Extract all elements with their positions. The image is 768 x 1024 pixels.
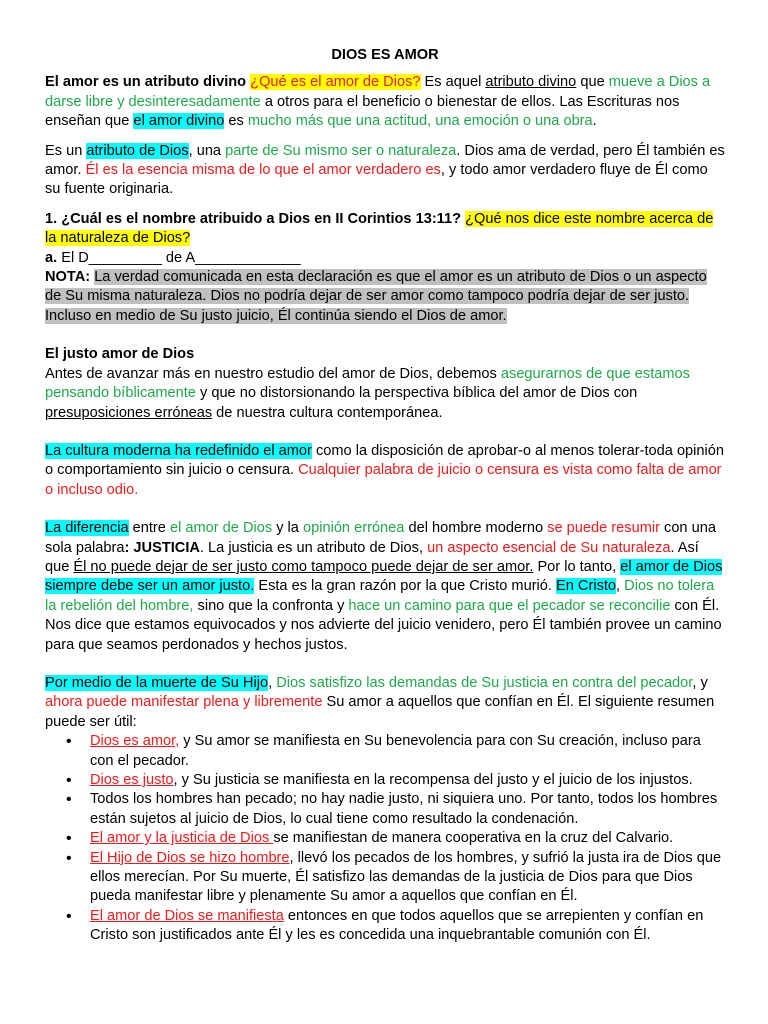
- answer-blank: [45, 249, 725, 268]
- text-run: . La justicia es un atributo de Dios,: [199, 539, 428, 556]
- text-run: Dios satisfizo las demandas de Su justicia en contra del pecador: [276, 674, 693, 691]
- text-run: ¿Qué nos dice este nombre acerca de la naturaleza de Dios?: [45, 210, 714, 247]
- list-item: [90, 732, 725, 771]
- list-item: [90, 849, 725, 907]
- text-run: que: [576, 74, 609, 91]
- text-run: del hombre moderno: [404, 520, 548, 537]
- text-run: hace un camino para que el pecador se reconcilie: [348, 597, 671, 614]
- intro-paragraph: [45, 73, 725, 131]
- text-run: ahora puede manifestar plena y libremente: [45, 694, 323, 711]
- text-run: ,: [268, 674, 277, 691]
- text-run: y que no distorsionando la perspectiva bíblica del amor de Dios con: [195, 385, 638, 402]
- list-item: [90, 829, 725, 848]
- bullet-lead: El Hijo de Dios se hizo hombre: [90, 849, 290, 866]
- text-run: Dios no tolera la rebelión del hombre,: [45, 578, 715, 614]
- answer-label: a.: [45, 249, 58, 266]
- list-item: [90, 790, 725, 829]
- text-run: Por medio de la muerte de Su Hijo: [45, 674, 269, 691]
- text-run: opinión errónea: [302, 520, 405, 537]
- attribute-paragraph: [45, 142, 725, 200]
- text-run: Es aquel: [420, 74, 486, 91]
- text-run: La cultura moderna ha redefinido el amor: [45, 442, 312, 459]
- text-run: Él es la esencia misma de lo que el amor verdadero es: [85, 162, 441, 179]
- text-run: , y: [692, 674, 708, 691]
- bullet-text: se manifiestan de manera cooperativa en la cruz del Calvario.: [273, 830, 674, 847]
- question-1: [45, 210, 725, 249]
- text-run: entre: [128, 520, 170, 537]
- text-run: Esta es la gran razón por la que Cristo murió.: [254, 578, 557, 595]
- nota-text: La verdad comunicada en esta declaración es que el amor es un atributo de Dios o un aspecto de Su misma naturaleza. Dios no podría dejar de ser amor como tampoco podría dejar de ser justo. Incluso en medio de Su justo juicio, Él continúa siendo el Dios de amor.: [45, 269, 707, 324]
- text-run: Antes de avanzar más en nuestro estudio del amor de Dios, debemos: [45, 365, 501, 382]
- text-run: .: [592, 113, 597, 130]
- text-run: parte de Su mismo ser o naturaleza: [225, 142, 457, 159]
- text-run: de nuestra cultura contemporánea.: [212, 404, 443, 421]
- text-run: el amor de Dios: [169, 520, 273, 537]
- text-run: mucho más que una actitud, una emoción o una obra: [247, 113, 593, 130]
- difference-paragraph: [45, 519, 725, 655]
- intro-question: ¿Qué es el amor de Dios?: [250, 74, 421, 91]
- text-run: se puede resumir: [547, 520, 660, 537]
- text-run: el amor de Dios siempre debe ser un amor justo.: [45, 558, 723, 595]
- bullet-text: entonces en que todos aquellos que se arrepienten y confían en Cristo son justificados ante Él y les es concedida una inquebrantable comunión con Él.: [90, 907, 704, 944]
- text-run: Él no puede dejar de ser justo como tampoco puede dejar de ser amor.: [73, 558, 534, 575]
- bullet-lead: Dios es amor,: [90, 733, 180, 750]
- text-run: sino que la confronta y: [193, 597, 349, 614]
- text-run: con una sola palabra: [45, 520, 716, 556]
- section-heading: El justo amor de Dios: [45, 346, 195, 363]
- text-run: Por lo tanto,: [533, 558, 621, 575]
- text-run: 1. ¿Cuál es el nombre atribuido a Dios en II Corintios 13:11?: [45, 210, 462, 227]
- bullet-lead: Dios es justo: [90, 772, 174, 788]
- text-run: asegurarnos de que estamos pensando bíblicamente: [45, 365, 690, 402]
- text-run: . Dios ama de verdad, pero Él también es amor.: [45, 142, 725, 179]
- text-run: Es un: [45, 142, 87, 159]
- nota-paragraph: [45, 268, 725, 326]
- summary-list: [45, 732, 725, 945]
- modern-culture-paragraph: [45, 442, 725, 500]
- bullet-lead: El amor y la justicia de Dios: [90, 830, 274, 847]
- text-run: En Cristo: [556, 578, 617, 595]
- text-run: es: [224, 113, 248, 130]
- section-paragraph: [45, 365, 725, 423]
- text-run: con Él. Nos dice que estamos equivocados y nos advierte del juicio venidero, pero Él también provee un camino para que seamos perdonados y hechos justos.: [45, 597, 722, 653]
- list-item: [90, 771, 725, 790]
- text-run: y la: [272, 520, 303, 537]
- text-run: un aspecto esencial de Su naturaleza: [427, 539, 671, 556]
- text-run: atributo de Dios: [86, 142, 189, 159]
- bullet-lead: El amor de Dios se manifiesta: [90, 907, 284, 924]
- text-run: como la disposición de aprobar-o al menos tolerar-toda opinión o comportamiento sin juicio o censura.: [45, 442, 725, 479]
- text-run: Su amor a aquellos que confían en Él. El siguiente resumen puede ser útil:: [45, 694, 715, 730]
- text-run: presuposiciones erróneas: [45, 404, 213, 421]
- text-run: el amor divino: [133, 113, 225, 130]
- bullet-text: y Su amor se manifiesta en Su benevolencia para con Su creación, incluso para con el pecador.: [90, 733, 701, 769]
- text-run: La diferencia: [45, 520, 129, 537]
- death-of-son-paragraph: [45, 674, 725, 732]
- text-run: : JUSTICIA: [124, 539, 200, 556]
- bullet-text: , llevó los pecados de los hombres, y sufrió la justa ira de Dios que ellos merecían. Por Su muerte, Él satisfizo las demandas de la justicia de Dios para que Dios pueda manifestar libre y plenamente Su amor a aquellos que confían en Él.: [90, 849, 722, 905]
- text-run: a otros para el beneficio o bienestar de ellos. Las Escrituras nos enseñan que: [45, 93, 680, 130]
- list-item: [90, 907, 725, 946]
- document-title: DIOS ES AMOR: [331, 47, 439, 63]
- text-run: atributo divino: [485, 74, 577, 91]
- nota-label: NOTA:: [45, 269, 91, 286]
- text-run: , y todo amor verdadero fluye de Él como su fuente originaria.: [45, 162, 708, 198]
- text-run: ,: [616, 578, 625, 595]
- bullet-text: Todos los hombres han pecado; no hay nadie justo, ni siquiera uno. Por tanto, todos los hombres están sujetos al juicio de Dios, lo cual tiene como resultado la condenación.: [90, 791, 718, 827]
- document-page: [45, 46, 725, 946]
- bullet-text: , y Su justicia se manifiesta en la recompensa del justo y el juicio de los injustos.: [173, 772, 693, 788]
- text-run: mueve a Dios a darse libre y desinteresadamente: [45, 74, 711, 110]
- text-run: Cualquier palabra de juicio o censura es vista como falta de amor o incluso odio.: [45, 462, 722, 498]
- text-run: . Así que: [45, 539, 699, 575]
- answer-text: El D_________ de A_____________: [57, 249, 301, 266]
- intro-heading: El amor es un atributo divino: [45, 74, 251, 91]
- text-run: , una: [188, 142, 226, 159]
